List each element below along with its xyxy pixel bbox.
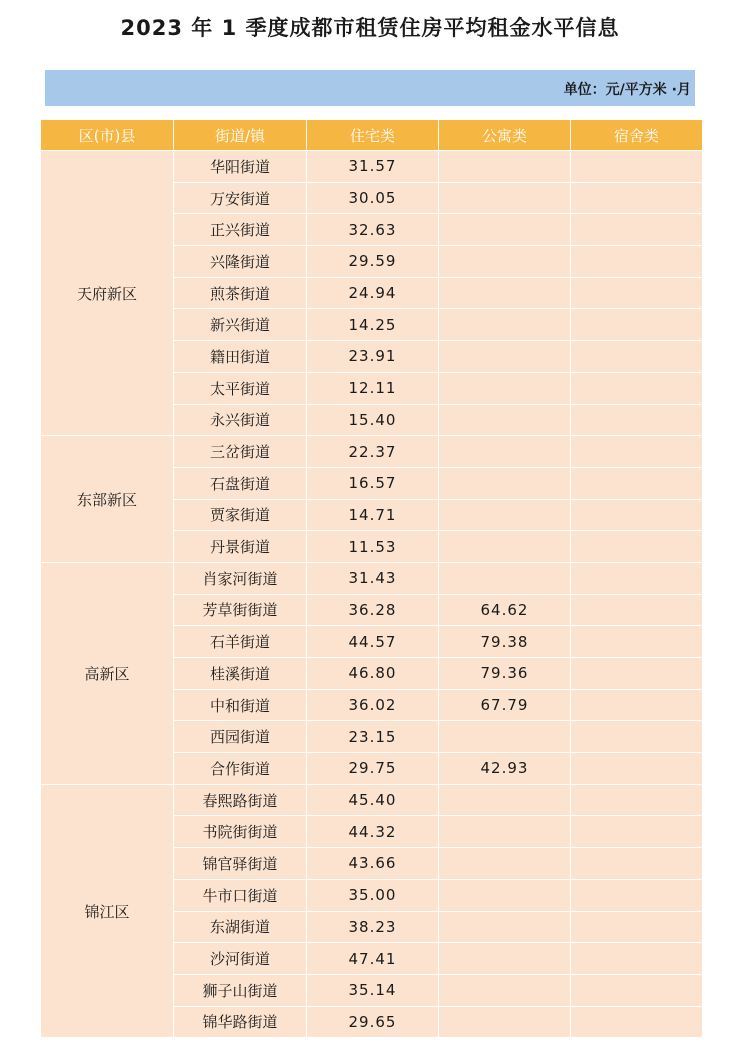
residential-rent-cell: 16.57 xyxy=(307,467,439,499)
residential-rent-cell: 22.37 xyxy=(307,436,439,468)
apartment-rent-cell xyxy=(439,151,571,183)
street-cell: 合作街道 xyxy=(174,753,307,785)
header-residential: 住宅类 xyxy=(307,120,439,151)
street-cell: 锦官驿街道 xyxy=(174,848,307,880)
street-cell: 贾家街道 xyxy=(174,499,307,531)
dormitory-rent-cell xyxy=(571,277,703,309)
street-cell: 书院街街道 xyxy=(174,816,307,848)
dormitory-rent-cell xyxy=(571,943,703,975)
dormitory-rent-cell xyxy=(571,911,703,943)
header-street: 街道/镇 xyxy=(174,120,307,151)
apartment-rent-cell xyxy=(439,531,571,563)
street-cell: 芳草街街道 xyxy=(174,594,307,626)
street-cell: 籍田街道 xyxy=(174,341,307,373)
residential-rent-cell: 35.00 xyxy=(307,879,439,911)
dormitory-rent-cell xyxy=(571,784,703,816)
street-cell: 春熙路街道 xyxy=(174,784,307,816)
dormitory-rent-cell xyxy=(571,436,703,468)
unit-label: 单位：元/平方米 ·月 xyxy=(563,82,691,98)
street-cell: 石羊街道 xyxy=(174,626,307,658)
residential-rent-cell: 32.63 xyxy=(307,214,439,246)
residential-rent-cell: 29.75 xyxy=(307,753,439,785)
district-cell: 高新区 xyxy=(41,562,174,784)
street-cell: 桂溪街道 xyxy=(174,658,307,690)
dormitory-rent-cell xyxy=(571,658,703,690)
apartment-rent-cell xyxy=(439,309,571,341)
residential-rent-cell: 30.05 xyxy=(307,182,439,214)
apartment-rent-cell: 42.93 xyxy=(439,753,571,785)
dormitory-rent-cell xyxy=(571,848,703,880)
street-cell: 牛市口街道 xyxy=(174,879,307,911)
apartment-rent-cell xyxy=(439,816,571,848)
street-cell: 万安街道 xyxy=(174,182,307,214)
dormitory-rent-cell xyxy=(571,626,703,658)
dormitory-rent-cell xyxy=(571,151,703,183)
apartment-rent-cell xyxy=(439,341,571,373)
apartment-rent-cell xyxy=(439,721,571,753)
street-cell: 新兴街道 xyxy=(174,309,307,341)
apartment-rent-cell: 64.62 xyxy=(439,594,571,626)
dormitory-rent-cell xyxy=(571,214,703,246)
dormitory-rent-cell xyxy=(571,689,703,721)
residential-rent-cell: 14.25 xyxy=(307,309,439,341)
apartment-rent-cell: 79.38 xyxy=(439,626,571,658)
dormitory-rent-cell xyxy=(571,372,703,404)
street-cell: 肖家河街道 xyxy=(174,562,307,594)
street-cell: 华阳街道 xyxy=(174,151,307,183)
apartment-rent-cell xyxy=(439,1006,571,1038)
residential-rent-cell: 47.41 xyxy=(307,943,439,975)
table-header-row xyxy=(41,120,703,151)
dormitory-rent-cell xyxy=(571,816,703,848)
residential-rent-cell: 12.11 xyxy=(307,372,439,404)
dormitory-rent-cell xyxy=(571,341,703,373)
district-cell: 锦江区 xyxy=(41,784,174,1038)
district-cell: 东部新区 xyxy=(41,436,174,563)
dormitory-rent-cell xyxy=(571,1006,703,1038)
residential-rent-cell: 31.57 xyxy=(307,151,439,183)
residential-rent-cell: 31.43 xyxy=(307,562,439,594)
street-cell: 正兴街道 xyxy=(174,214,307,246)
dormitory-rent-cell xyxy=(571,974,703,1006)
street-cell: 丹景街道 xyxy=(174,531,307,563)
street-cell: 东湖街道 xyxy=(174,911,307,943)
apartment-rent-cell xyxy=(439,182,571,214)
district-cell: 天府新区 xyxy=(41,151,174,436)
table-row xyxy=(41,784,703,816)
residential-rent-cell: 23.91 xyxy=(307,341,439,373)
table-row xyxy=(41,436,703,468)
street-cell: 西园街道 xyxy=(174,721,307,753)
dormitory-rent-cell xyxy=(571,753,703,785)
residential-rent-cell: 46.80 xyxy=(307,658,439,690)
dormitory-rent-cell xyxy=(571,182,703,214)
residential-rent-cell: 29.65 xyxy=(307,1006,439,1038)
residential-rent-cell: 15.40 xyxy=(307,404,439,436)
table-body xyxy=(41,151,703,1038)
apartment-rent-cell xyxy=(439,277,571,309)
apartment-rent-cell xyxy=(439,848,571,880)
apartment-rent-cell xyxy=(439,943,571,975)
street-cell: 石盘街道 xyxy=(174,467,307,499)
apartment-rent-cell xyxy=(439,436,571,468)
dormitory-rent-cell xyxy=(571,531,703,563)
apartment-rent-cell: 79.36 xyxy=(439,658,571,690)
residential-rent-cell: 44.57 xyxy=(307,626,439,658)
street-cell: 锦华路街道 xyxy=(174,1006,307,1038)
residential-rent-cell: 45.40 xyxy=(307,784,439,816)
page-title: 2023 年 1 季度成都市租赁住房平均租金水平信息 xyxy=(120,16,620,40)
apartment-rent-cell xyxy=(439,784,571,816)
apartment-rent-cell xyxy=(439,404,571,436)
apartment-rent-cell: 67.79 xyxy=(439,689,571,721)
residential-rent-cell: 36.02 xyxy=(307,689,439,721)
street-cell: 太平街道 xyxy=(174,372,307,404)
apartment-rent-cell xyxy=(439,499,571,531)
table-row xyxy=(41,151,703,183)
residential-rent-cell: 44.32 xyxy=(307,816,439,848)
street-cell: 沙河街道 xyxy=(174,943,307,975)
dormitory-rent-cell xyxy=(571,309,703,341)
dormitory-rent-cell xyxy=(571,594,703,626)
residential-rent-cell: 35.14 xyxy=(307,974,439,1006)
apartment-rent-cell xyxy=(439,974,571,1006)
residential-rent-cell: 29.59 xyxy=(307,246,439,278)
dormitory-rent-cell xyxy=(571,721,703,753)
header-apartment: 公寓类 xyxy=(439,120,571,151)
street-cell: 中和街道 xyxy=(174,689,307,721)
dormitory-rent-cell xyxy=(571,499,703,531)
apartment-rent-cell xyxy=(439,879,571,911)
header-dormitory: 宿舍类 xyxy=(571,120,703,151)
dormitory-rent-cell xyxy=(571,467,703,499)
street-cell: 狮子山街道 xyxy=(174,974,307,1006)
apartment-rent-cell xyxy=(439,911,571,943)
street-cell: 煎茶街道 xyxy=(174,277,307,309)
header-district: 区(市)县 xyxy=(41,120,174,151)
street-cell: 永兴街道 xyxy=(174,404,307,436)
residential-rent-cell: 24.94 xyxy=(307,277,439,309)
table-row xyxy=(41,562,703,594)
residential-rent-cell: 14.71 xyxy=(307,499,439,531)
residential-rent-cell: 11.53 xyxy=(307,531,439,563)
apartment-rent-cell xyxy=(439,214,571,246)
dormitory-rent-cell xyxy=(571,879,703,911)
residential-rent-cell: 23.15 xyxy=(307,721,439,753)
residential-rent-cell: 38.23 xyxy=(307,911,439,943)
dormitory-rent-cell xyxy=(571,562,703,594)
apartment-rent-cell xyxy=(439,372,571,404)
residential-rent-cell: 43.66 xyxy=(307,848,439,880)
apartment-rent-cell xyxy=(439,246,571,278)
apartment-rent-cell xyxy=(439,562,571,594)
dormitory-rent-cell xyxy=(571,404,703,436)
rent-table xyxy=(40,119,703,1038)
apartment-rent-cell xyxy=(439,467,571,499)
street-cell: 兴隆街道 xyxy=(174,246,307,278)
unit-banner xyxy=(45,70,695,106)
street-cell: 三岔街道 xyxy=(174,436,307,468)
dormitory-rent-cell xyxy=(571,246,703,278)
residential-rent-cell: 36.28 xyxy=(307,594,439,626)
